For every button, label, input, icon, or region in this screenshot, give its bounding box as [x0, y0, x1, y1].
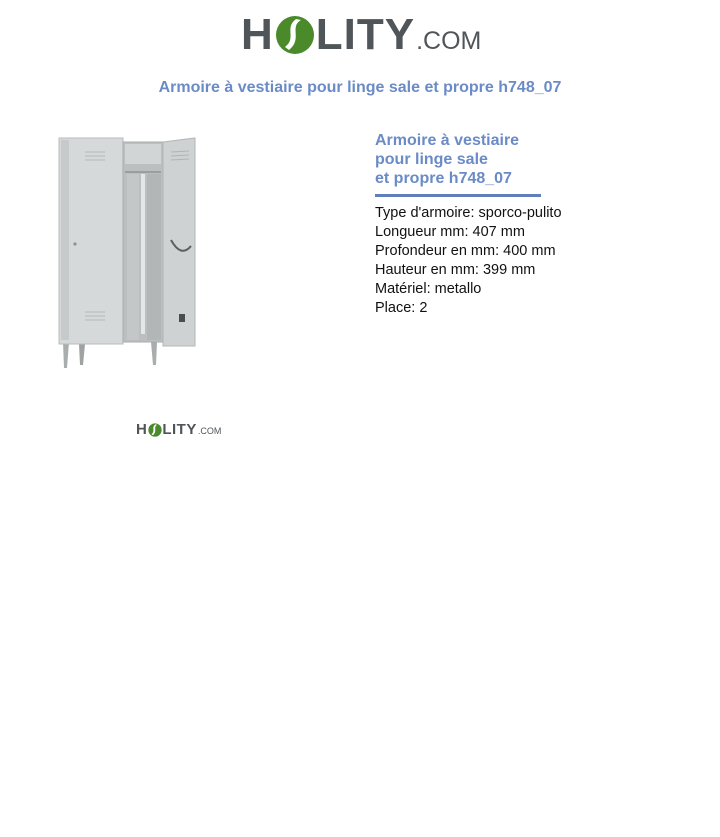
spec-cabinet-type: Type d'armoire: sporco-pulito	[375, 205, 562, 221]
logo-o-icon	[275, 15, 315, 55]
product-specs	[375, 204, 562, 318]
spec-length: Longueur mm: 407 mm	[375, 224, 525, 240]
logo-small-letters-lity: LITY	[162, 421, 197, 438]
page-title: Armoire à vestiaire pour linge sale et propre h748_07	[158, 79, 562, 96]
product-title-line-2: pour linge sale	[375, 151, 488, 168]
logo-letter-h: H	[241, 10, 274, 59]
logo-domain: .COM	[416, 27, 482, 55]
title-underline	[375, 194, 541, 197]
holity-logo	[241, 10, 481, 60]
product-image	[55, 132, 205, 377]
logo-small-domain: .COM	[197, 426, 222, 436]
spec-places: Place: 2	[375, 300, 428, 316]
spec-height: Hauteur en mm: 399 mm	[375, 262, 536, 278]
product-title	[375, 131, 575, 188]
logo-small-o-icon	[148, 423, 162, 437]
logo-letters-lity: LITY	[315, 10, 416, 59]
logo-small-letter-h: H	[136, 421, 148, 438]
product-title-line-3: et propre h748_07	[375, 170, 512, 187]
product-title-line-1: Armoire à vestiaire	[375, 132, 520, 149]
spec-material: Matériel: metallo	[375, 281, 482, 297]
holity-logo-small	[136, 421, 221, 438]
spec-depth: Profondeur en mm: 400 mm	[375, 243, 556, 259]
